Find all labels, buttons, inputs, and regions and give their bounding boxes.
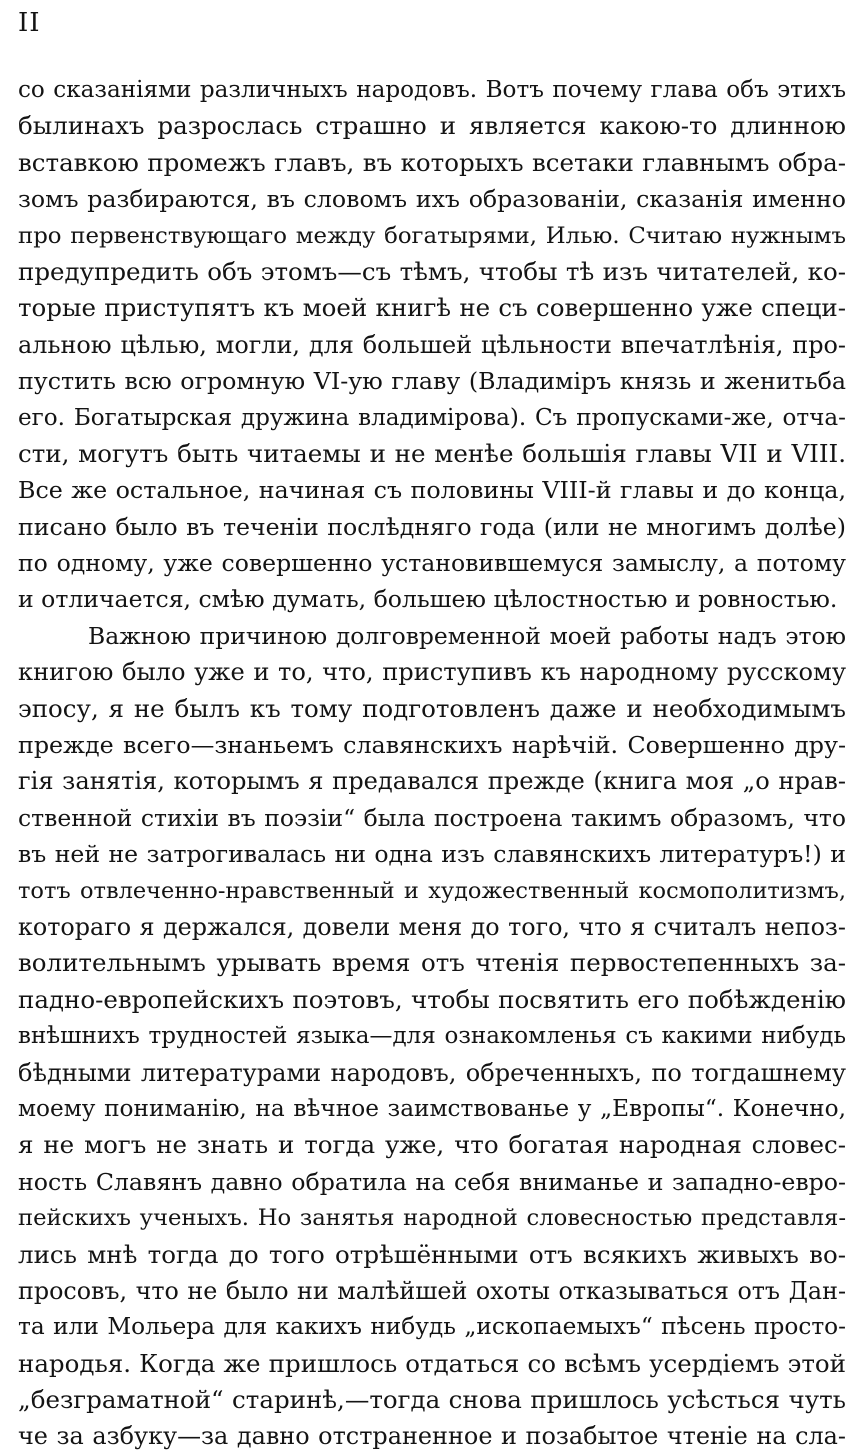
text-line: ность Славянъ давно обратила на себя вниманье и западно-евро- [18,1167,846,1196]
text-line: просовъ, что не было ни малѣйшей охоты отказываться отъ Дан- [18,1276,846,1305]
paragraph-2 [18,618,846,1455]
text-line: альною цѣлью, могли, для большей цѣльности впечатлѣнія, про- [18,330,846,359]
text-line: торые приступятъ къ моей книгѣ не съ совершенно уже специ- [18,293,846,323]
text-line: книгою было уже и то, что, приступивъ къ народному русскому [18,658,846,687]
text-line: Все же остальное, начиная съ половины VIII-й главы и до конца, [18,476,846,505]
text-line: прежде всего—знаньемъ славянскихъ нарѣчій. Совершенно дру- [18,731,846,760]
text-line: пустить всю огромную VI-ую главу (Владиміръ князь и женитьба [18,367,846,396]
text-line: Важною причиною долговременной моей работы надъ этою [88,621,846,650]
text-line: ственной стихіи въ поэзіи“ была построена такимъ образомъ, что [18,803,846,832]
text-line: эпосу, я не былъ къ тому подготовленъ даже и необходимымъ [18,693,846,723]
text-line: предупредить объ этомъ—съ тѣмъ, чтобы тѣ изъ читателей, ко- [18,256,846,286]
text-line: по одному, уже совершенно установившемуся замыслу, а потому [18,549,846,578]
text-line: лись мнѣ тогда до того отрѣшёнными отъ всякихъ живыхъ во- [18,1239,846,1269]
text-line: пейскихъ ученыхъ. Но занятья народной словесностью представля- [18,1205,846,1232]
text-line: моему пониманію, на вѣчное заимствованье у „Европы“. Конечно, [18,1094,846,1122]
text-line: былинахъ разрослась страшно и является какою-то длинною [18,111,846,141]
paragraph-1 [18,72,846,618]
text-line: падно-европейскихъ поэтовъ, чтобы посвятить его побѣжденію [18,984,846,1014]
text-line: волительнымъ урывать время отъ чтенія первостепенныхъ за- [18,948,846,978]
text-line: котораго я держался, довели меня до того, что я считалъ непоз- [18,912,846,941]
text-line: я не могъ не знать и тогда уже, что богатая народная словес- [18,1130,846,1160]
text-line: зомъ разбираются, въ словомъ ихъ образованіи, сказанія именно [18,185,846,214]
text-line: бѣдными литературами народовъ, обреченныхъ, по тогдашнему [18,1058,846,1087]
text-line: вставкою промежъ главъ, въ которыхъ всетаки главнымъ обра- [18,147,846,177]
text-line: его. Богатырская дружина владимірова). Съ пропусками-же, отча- [18,404,846,431]
text-line: тотъ отвлеченно-нравственный и художественный космополитизмъ, [18,877,846,904]
text-line: и отличается, смѣю думать, большею цѣлостностью и ровностью. [18,585,838,614]
text-line: со сказаніями различныхъ народовъ. Вотъ почему глава объ этихъ [18,77,846,103]
page-number: II [18,8,41,38]
text-line: въ ней не затрогивалась ни одна изъ славянскихъ литературъ!) и [18,840,846,869]
body-text [18,72,846,1455]
text-line: народья. Когда же пришлось отдаться со всѣмъ усердіемъ этой [18,1348,846,1378]
text-line: писано было въ теченіи послѣдняго года (или не многимъ долѣе) [18,512,846,541]
text-line: внѣшнихъ трудностей языка—для ознакомленья съ какими нибудь [18,1023,846,1050]
text-line: про первенствующаго между богатырями, Илью. Считаю нужнымъ [18,222,846,249]
text-line: та или Мольера для какихъ нибудь „ископаемыхъ“ пѣсень просто- [18,1313,846,1341]
text-line: гія занятія, которымъ я предавался прежде (книга моя „о нрав- [18,767,846,796]
text-line: сти, могутъ быть читаемы и не менѣе большія главы VII и VIII. [18,438,846,468]
text-line: че за азбуку—за давно отстраненное и позабытое чтеніе на сла- [18,1422,846,1451]
text-line: „безграматной“ старинѣ,—тогда снова пришлось усѣсться чуть [18,1385,846,1415]
